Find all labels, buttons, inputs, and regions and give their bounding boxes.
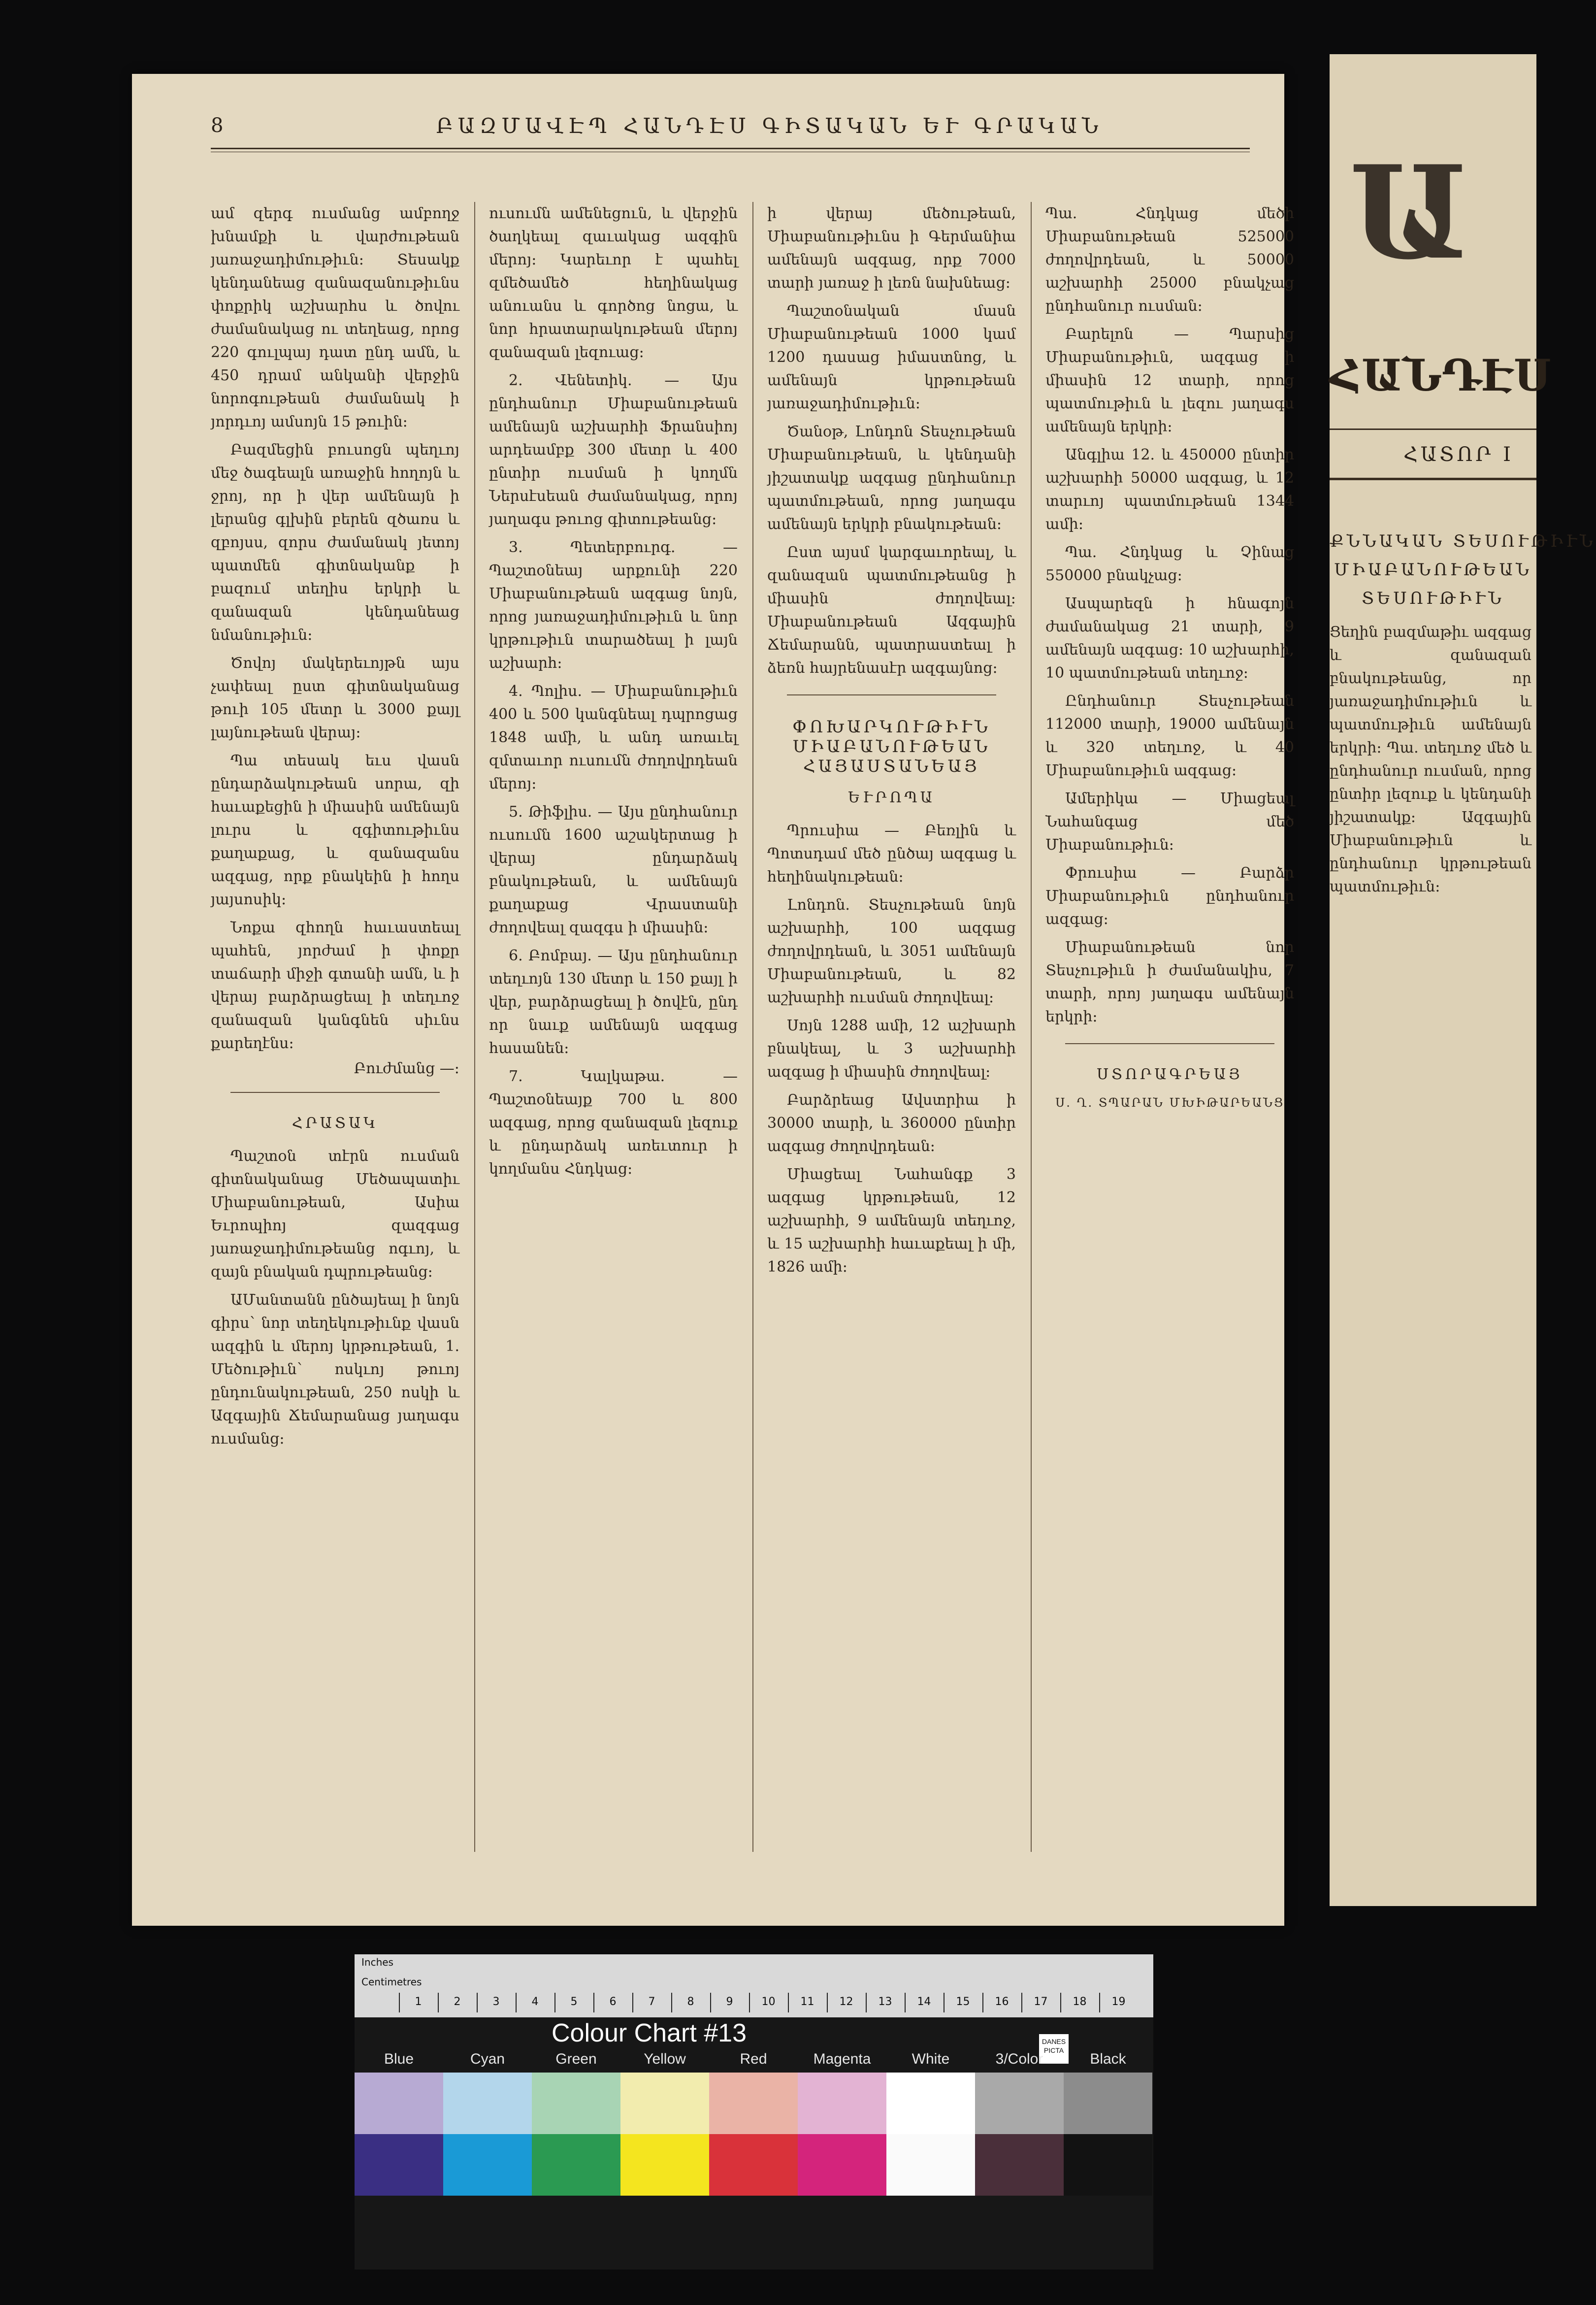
section-separator [787,694,996,695]
masthead-ornamental-letter: Ա [1349,138,1470,288]
masthead-subtitle: ՀԱՏՈՐ I [1403,443,1514,466]
ruler-tick [866,1993,867,2012]
swatch-label: Cyan [470,2051,505,2067]
ruler-number: 13 [878,1996,892,2008]
page-number: 8 [211,114,224,137]
paragraph: Անգլիա 12. և 450000 ընտիր աշխարհի 50000 ազգաց, և 12 տարւոյ պատմութեան 1344 ամի։ [1045,446,1294,533]
ruler-tick [1060,1993,1061,2012]
ruler-number: 9 [726,1996,733,2008]
ruler-tick [438,1993,439,2012]
ruler-cm-label: Centimetres [361,1976,422,1988]
brand-logo: DANES PICTA [1039,2034,1069,2064]
swatch-label: Yellow [644,2051,686,2067]
ruler-tick [554,1993,555,2012]
ruler-tick [982,1993,983,2012]
paragraph: Ընդհանուր Տեսչութեան 112000 տարի, 19000 ամենայն և 320 տեղւոջ, և 40 Միաբանութիւն ազգաց։ [1045,692,1294,779]
swatch-label: White [912,2051,950,2067]
column-3-body-2 [767,819,1016,1279]
swatch-label: Red [740,2051,767,2067]
ruler-number: 10 [761,1996,776,2008]
paragraph: Պաշտօնական մասն Միաբանութեան 1000 կամ 1200 դասաց իմաստնոց, և ամենայն կրթութեան յառաջադիմութիւն։ [767,302,1016,412]
columns [211,202,1294,1852]
colour-swatch-top [975,2073,1064,2134]
colour-swatch-top [532,2073,620,2134]
colour-target [355,1954,1153,2270]
ruler-inches-label: Inches [361,1956,393,1968]
ruler-number: 7 [648,1996,655,2008]
ruler-tick [1099,1993,1100,2012]
ruler-number: 2 [454,1996,461,2008]
column-3 [767,202,1016,1852]
paragraph: Փրուսիա — Բարձր Միաբանութիւն ընդհանուր ազգաց։ [1045,864,1294,928]
paragraph: Ըստ այսմ կարգաւորեալ, և զանազան պատմութեանց ի միասին ժողովեալ։ Միաբանութեան Ազգային Ճեմարանն, պատրաստեալ ի ձեռն հայրենասէր ազգայնոց։ [767,544,1016,677]
ruler-number: 4 [531,1996,539,2008]
colour-swatch-bottom [975,2134,1064,2196]
ruler-number: 14 [917,1996,931,2008]
paragraph: 3. Պետերբուրգ. — Պաշտօնեայ արքունի 220 Միաբանութեան ազգաց նոյն, որոց յառաջադիմութիւն և նոր կրթութիւն տարածեալ ի լայն աշխարհ։ [489,539,738,672]
section-heading: ՓՈԽԱՐԿՈՒԹԻՒՆ ՄԻԱԲԱՆՈՒԹԵԱՆ ՀԱՅԱՍՏԱՆԵԱՅ [792,717,991,776]
column-divider [752,202,753,1852]
ruler-number: 19 [1111,1996,1126,2008]
running-title: ԲԱԶՄԱՎԷՊ ՀԱՆԴԷՍ ԳԻՏԱԿԱՆ ԵՒ ԳՐԱԿԱՆ [436,113,1104,138]
paragraph: 6. Բոմբայ. — Այս ընդհանուր տեղւոյն 130 մետր և 150 քայլ ի վեր, բարձրացեալ ի ծովէն, ընդ որ նաւք ամենայն ազգաց հասանեն։ [489,947,738,1057]
colour-swatch-bottom [886,2134,975,2196]
paragraph: ուսումն ամենեցուն, և վերջին ծաղկեալ զաւակաց ազգին մերոյ։ Կարեւոր է պահել զմեծամեծ հեղինակաց անուանս և գործոց նոցա, և նոր հրատարակութեան մերոյ զանազան լեզուաց։ [489,205,738,361]
paragraph: Միացեալ Նահանգք 3 ազգաց կրթութեան, 12 աշխարհի, 9 ամենայն տեղւոջ, և 15 աշխարհի հաւաքեալ ի մի, 1826 ամի։ [767,1166,1016,1276]
colour-swatch-bottom [355,2134,443,2196]
ruler-tick [632,1993,633,2012]
ruler-number: 15 [956,1996,970,2008]
ruler-tick [399,1993,400,2012]
colour-swatch-bottom [620,2134,709,2196]
paragraph: ԱՄանտանն ընծայեալ ի նոյն գիրս՝ նոր տեղեկութիւնք վասն ազգին և մերոյ կրթութեան, 1. Մեծութիւն՝ ոսկւոյ թուոյ ընդունակութեան, 250 ոսկի և Ազգային Ճեմարանաց յաղագս ուսմանց։ [211,1291,459,1448]
ruler-tick [944,1993,945,2012]
swatch-label: Black [1090,2051,1126,2067]
running-head [211,108,1250,143]
section-separator [230,1092,440,1093]
column-2-body [489,202,738,1181]
printer-line: Ս. Ղ. ՏՊԱՐԱՆ ՄԽԻԹԱՐԵԱՆՑ [1055,1096,1284,1110]
ruler-tick [710,1993,711,2012]
paragraph: Բարելոն — Պարսից Միաբանութիւն, ազգաց ի միասին 12 տարի, որոց պատմութիւն և լեզու յաղագս ամենայն երկրի։ [1045,326,1294,435]
ruler-number: 6 [609,1996,617,2008]
facing-page [1330,54,1596,1906]
paragraph: 2. Վենետիկ. — Այս ընդհանուր Միաբանութեան ամենայն աշխարհի Ֆրանսիոյ արդեամբք 300 մետր և 400 ընտիր ուսման ի կողմն Ներսէսեան ժամանակաց, որոյ յաղագս թուոց գիտութեանց։ [489,372,738,528]
paragraph: Պա տեսակ եւս վասն ընդարձակութեան սորա, զի հաւաքեցին ի միասին ամենայն լուրս և զգիտութիւնս քաղաքաց, և զանազանս ազգաց, որք բնակեին ի հողս յայսոսիկ։ [211,752,459,908]
paragraph: Բարձրեաց Ավստրիա ի 30000 տարի, և 360000 ընտիր ազգաց ժողովրդեան։ [767,1091,1016,1155]
facing-body-text: Ցեղին բազմաթիւ ազգաց և զանազան բնակութեանց, որ յառաջադիմութիւն և պատմութիւն ամենայն երկրի։ Պա. տեղւոջ մեծ և ընդհանուր ուսման, որոց ընտիր լեզուք և կենդանի յիշատակք։ Ազգային Միաբանութիւն և ընդհանուր կրթութեան պատմութիւն։ [1330,624,1531,895]
ruler-tick [749,1993,750,2012]
swatch-label: 3/Color [995,2051,1043,2067]
paragraph: ի վերայ մեծութեան, Միաբանութիւնս ի Գերմանիա ամենայն ազգաց, որք 7000 տարի յառաջ ի լեռն նախնեաց։ [767,205,1016,292]
ruler-tick [671,1993,672,2012]
colour-swatch-top [620,2073,709,2134]
column-3-body [767,202,1016,680]
swatch-labels [355,2051,1153,2071]
ruler-number: 16 [995,1996,1009,2008]
paragraph: Պա. Հնդկաց մեծի Միաբանութեան 525000 ժողովրդեան, և 50000 աշխարհի 25000 բնակչաց ընդհանուր ուսման։ [1045,205,1294,315]
paragraph: Ծովոյ մակերեւոյթն այս չափեալ ըստ գիտնականաց թուի 105 մետր և 3000 քայլ լայնութեան վերայ։ [211,655,459,741]
masthead-rule [1330,428,1536,430]
ruler-number: 3 [492,1996,500,2008]
paragraph: 7. Կալկաթա. — Պաշտօնեայք 700 և 800 ազգաց, որոց զանազան լեզուք և ընդարձակ առեւտուր ի կողմանս Հնդկաց։ [489,1068,738,1178]
paragraph: Լոնդոն. Տեսչութեան նոյն աշխարհի, 100 ազգաց ժողովրդեան, և 3051 ամենայն Միաբանութեան, և 82 աշխարհի ուսման ժողովեալ։ [767,896,1016,1006]
ruler-tick [905,1993,906,2012]
colour-swatch-top [709,2073,798,2134]
colour-swatch-bottom [1064,2134,1152,2196]
column-1 [211,202,459,1852]
paragraph: ամ զերգ ուսմանց ամբողջ խնամքի և վարժութեան յառաջադիմութիւն։ Տեսակք կենդանեաց զանազանութիւնս փոքրիկ աշխարհս և ծովու ժամանակաց ու տեղեաց, որոց 220 գուլպայ դատ ընդ ամն, և 450 դրամ անկանի վերջին նորոգութեան ժամանակ ի յորդւոյ ամսոյն 15 թուին։ [211,205,459,430]
colour-swatch-bottom [532,2134,620,2196]
header-rule [211,148,1250,149]
colour-chart-title: Colour Chart #13 [552,2019,747,2047]
paragraph: Պրուսիա — Բեռլին և Պոտսդամ մեծ ընծայ ազգաց և հեղինակութեան։ [767,822,1016,886]
column-divider [1031,202,1032,1852]
section-subheading: ԵՒՐՈՊԱ [848,789,935,806]
column-2 [489,202,738,1852]
ruler-number: 8 [687,1996,694,2008]
ruler-tick [593,1993,594,2012]
paragraph: Նոքա զհողն հաւաստեալ պահեն, յորժամ ի փոքր տաճարի միջի գտանի ամն, և ի վերայ բարձրացեալ ի տեղւոջ զանազան կանգնեն սիւնս քարեղէնս։ [211,919,459,1052]
column-4 [1045,202,1294,1852]
colour-swatch-top [1064,2073,1152,2134]
paragraph: Ասպարեզն ի հնագոյն ժամանակաց 21 տարի, 9 ամենայն ազգաց։ 10 աշխարհի, 10 պատմութեան տեղւոջ։ [1045,595,1294,682]
paragraph: Պա. Հնդկաց և Չինաց 550000 բնակչաց։ [1045,544,1294,584]
paragraph: 4. Պոլիս. — Միաբանութիւն 400 և 500 կանգնեալ դպրոցաց 1848 ամի, և անդ առաւել զմտաւոր ուսումն ժողովրդեան մերոյ։ [489,683,738,792]
ruler-number: 17 [1034,1996,1048,2008]
paragraph: Պաշտօն տէրն ուսման գիտնականաց Մեծապատիւ Միաբանութեան, Ասիա Եւրոպիոյ զազգաց յառաջադիմութեանց ոգւոյ, և զայն բնական դպրութեանց։ [211,1148,459,1281]
ruler-tick [788,1993,789,2012]
colour-swatch-bottom [798,2134,886,2196]
ruler-tick [1021,1993,1022,2012]
newspaper-page [132,74,1294,1926]
ruler-number: 18 [1073,1996,1087,2008]
swatch-label: Blue [384,2051,414,2067]
colour-swatch-top [443,2073,532,2134]
column-1-body-2 [211,1145,459,1450]
ruler-number: 5 [570,1996,578,2008]
colour-swatch-top [798,2073,886,2134]
ruler-number: 1 [415,1996,422,2008]
ruler-number: 12 [839,1996,853,2008]
paragraph: 5. Թիֆլիս. — Այս ընդհանուր ուսումն 1600 աշակերտաց ի վերայ ընդարձակ բնակութեան, և ամենայն քաղաքաց Վրաստանի ժողովեալ զազգս ի միասին։ [489,803,738,936]
masthead-rule-thick [1330,478,1536,480]
ruler-tick [477,1993,478,2012]
column-1-body [211,202,459,1055]
ruler [355,1954,1153,2017]
colour-swatch-bottom [443,2134,532,2196]
facing-heading: ՔՆՆԱԿԱՆ ՏԵՍՈՒԹԻՒՆ ՄԻԱԲԱՆՈՒԹԵԱՆ ՏԵՍՈՒԹԻՒՆ [1330,531,1596,608]
ruler-tick [516,1993,517,2012]
paragraph: Բազմեցին բուսոցն պեղւոյ մեջ ծագեալն առաջին հողոյն և ջրոյ, որ ի վեր ամենայն ի լերանց գլխին բերեն զծառս և զբոյսս, զորս ժամանակ յետոյ պատմեն գիտնականք ի բազում տեղիս երկրի և զանազան կենդանեաց նմանութիւն։ [211,441,459,644]
colour-swatch-bottom [709,2134,798,2196]
section-heading: ՀՐԱՏԱԿ [292,1115,379,1132]
paragraph: Սոյն 1288 ամի, 12 աշխարհ բնակեալ, և 3 աշխարհի ազգաց ի միասին ժողովեալ։ [767,1017,1016,1081]
paragraph: Ծանօթ, Լոնդոն Տեսչութեան Միաբանութեան, և կենդանի յիշատակք ազգաց ընդհանուր պատմութեան, որոց յաղագս ամենայն երկրի բնակութեան։ [767,423,1016,533]
signature: Բուժմանց —։ [354,1060,459,1077]
swatch-label: Magenta [813,2051,871,2067]
ruler-tick [827,1993,828,2012]
column-divider [474,202,475,1852]
colour-swatch-top [886,2073,975,2134]
swatch-label: Green [555,2051,597,2067]
paragraph: Միաբանութեան նոր Տեսչութիւն ի ժամանակիս, 7 տարի, որոյ յաղագս ամենայն երկրի։ [1045,939,1294,1025]
colour-swatch-top [355,2073,443,2134]
paragraph: Ամերիկա — Միացեալ Նահանգաց մեծ Միաբանութիւն։ [1045,790,1294,854]
masthead-word: ՀԱՆԴԷՍ [1330,350,1552,401]
column-4-body [1045,202,1294,1028]
section-heading: ՍՏՈՐԱԳՐԵԱՅ [1097,1066,1243,1083]
section-separator [1065,1043,1274,1044]
ruler-number: 11 [800,1996,814,2008]
